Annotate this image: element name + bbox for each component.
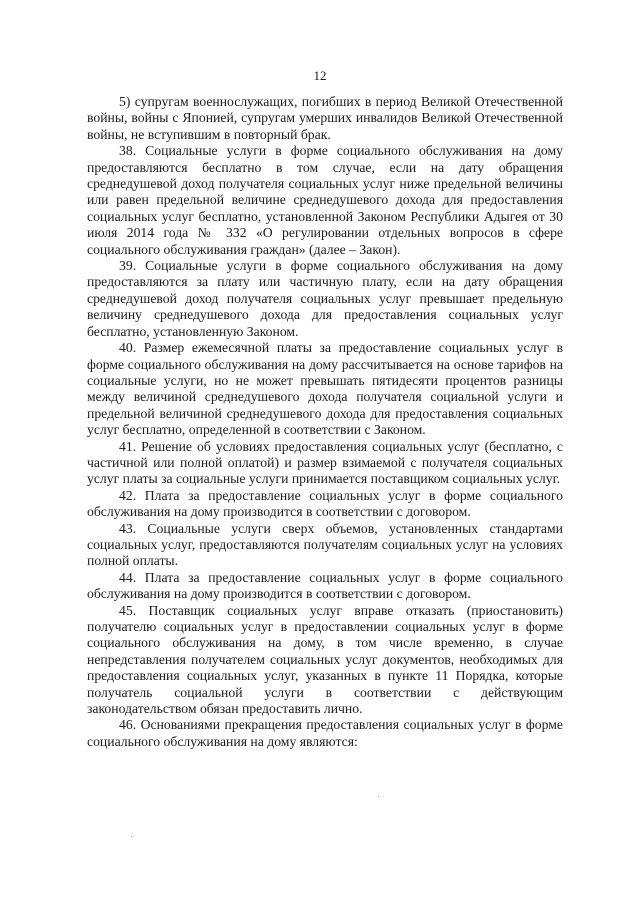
paragraph-45: 45. Поставщик социальных услуг вправе отказать (приостановить) получателю социальных услуг в предоставлении социальных услуг в форме социального обслуживания на дому, в том числе временно, в случае непредставления получателем социальных услуг документов, необходимых для предоставления социальных услуг, указанных в пункте 11 Порядка, которые получатель социальной услуги в соответствии с действующим законодательством обязан предоставить лично. [87,602,563,717]
paragraph-42: 42. Плата за предоставление социальных услуг в форме социального обслуживания на дому производится в соответствии с договором. [87,487,563,520]
paragraph-44: 44. Плата за предоставление социальных услуг в форме социального обслуживания на дому производится в соответствии с договором. [87,569,563,602]
scan-speck [378,796,379,797]
paragraph-40: 40. Размер ежемесячной платы за предоставление социальных услуг в форме социального обслуживания на дому рассчитывается на основе тарифов на социальные услуги, но не может превышать пятидесяти процентов разницы между величиной среднедушевого дохода получателя социальной услуги и предельной величиной среднедушевого дохода для предоставления социальных услуг бесплатно, определенной в соответствии с Законом. [87,340,563,438]
paragraph-39: 39. Социальные услуги в форме социального обслуживания на дому предоставляются за плату или частичную плату, если на дату обращения среднедушевой доход получателя социальных услуг превышает предельную величину среднедушевого дохода для предоставления социальных услуг бесплатно, установленную Законом. [87,258,563,339]
paragraph-43: 43. Социальные услуги сверх объемов, установленных стандартами социальных услуг, предоставляются получателям социальных услуг на условиях полной оплаты. [87,520,563,569]
document-body [87,94,563,750]
paragraph-46: 46. Основаниями прекращения предоставления социальных услуг в форме социального обслуживания на дому являются: [87,717,563,749]
page-number: 12 [313,68,327,83]
scan-speck [131,836,132,837]
paragraph-41: 41. Решение об условиях предоставления социальных услуг (бесплатно, с частичной или полной оплатой) и размер взимаемой с получателя социальных услуг платы за социальные услуги принимается поставщиком социальных услуг. [87,438,563,487]
paragraph-item-5: 5) супругам военнослужащих, погибших в период Великой Отечественной войны, войны с Японией, супругам умерших инвалидов Великой Отечественной войны, не вступившим в повторный брак. [87,94,563,142]
paragraph-38: 38. Социальные услуги в форме социального обслуживания на дому предоставляются бесплатно в том случае, если на дату обращения среднедушевой доход получателя социальных услуг ниже предельной величины или равен предельной величине среднедушевого дохода для предоставления социальных услуг бесплатно, установленной Законом Республики Адыгея от 30 июля 2014 года № 332 «О регулировании отдельных вопросов в сфере социального обслуживания граждан» (далее – Закон). [87,143,563,257]
